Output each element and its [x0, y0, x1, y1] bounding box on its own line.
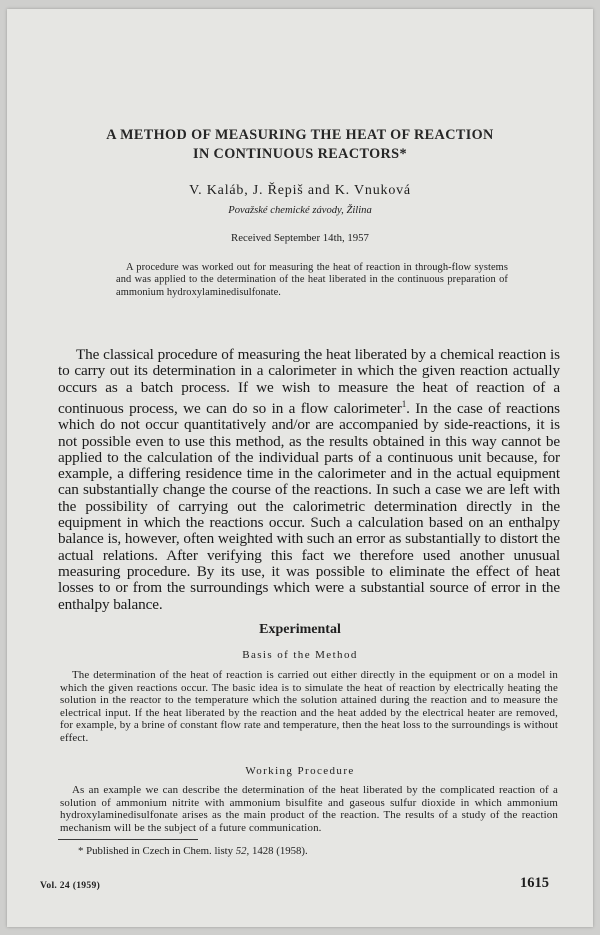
- subheading-basis: Basis of the Method: [242, 649, 358, 661]
- received-date: Received September 14th, 1957: [231, 232, 369, 244]
- abstract: A procedure was worked out for measuring the heat of reaction in through-flow systems and was applied to the determination of the heat liberated in the continuous preparation of ammonium hydroxylaminedisulfonate.: [116, 262, 508, 298]
- footnote-volume: 52,: [235, 845, 250, 857]
- intro-text-end: . In the case of reactions which do not occur quantitatively and/or are accompanied by side-reactions, it is not possible even to use this method, as the results obtained in this way cannot be applied to the calculation of the individual parts of a continuous unit because, for example, a differing residence time in the calorimeter and in the actual equipment can substantially change the course of the reactions. In such a case we are left with the possibility of carrying out the calorimetric determination directly in the equipment in which the reactions occur. Such a calculation based on an enthalpy balance is, however, often weighted with such an error as substantially to distort the actual relations. After verifying this fact we therefore used another unusual measuring procedure. By its use, it was possible to eliminate the effect of heat losses to or from the surroundings which were a substantial source of error in the enthalpy balance.: [58, 399, 560, 613]
- title-line-1: A METHOD OF MEASURING THE HEAT OF REACTION: [106, 127, 494, 143]
- section-heading-experimental: Experimental: [259, 622, 341, 637]
- introduction-paragraph: [58, 347, 560, 613]
- authors: V. Kaláb, J. Řepiš and K. Vnuková: [189, 183, 411, 198]
- affiliation: Považské chemické závody, Žilina: [228, 205, 372, 216]
- footnote-text-end: 1428 (1958).: [249, 845, 308, 857]
- basis-paragraph: The determination of the heat of reaction is carried out either directly in the equipment or on a model in which the given reactions occur. The basic idea is to simulate the heat of reaction by electrically heating the solution in the reactor to the temperature which the solution attained during the reaction and to measure the electrical input. If the heat liberated by the reaction and the heat added by the electrical heater are removed, for example, by a brine of constant flow rate and temperature, then the heat loss to the surroundings is without effect.: [60, 669, 558, 744]
- subheading-working-procedure: Working Procedure: [245, 765, 355, 777]
- footnote: [78, 845, 528, 857]
- article-title: [0, 126, 600, 164]
- working-paragraph: As an example we can describe the determination of the heat liberated by the complicated reaction of a solution of ammonium nitrite with ammonium bisulfite and gaseous sulfur dioxide in which ammonium hydroxylaminedisulfonate arises as the main product of the reaction. The results of a study of the reaction mechanism will be the subject of a future communication.: [60, 784, 558, 834]
- footnote-divider: [58, 839, 198, 840]
- intro-text-start: The classical procedure of measuring the heat liberated by a chemical reaction is to carry out its determination in a calorimeter in which the given reaction actually occurs as a batch process. If we wish to measure the heat of reaction of a continuous process, we can do so in a flow calorimeter: [58, 346, 560, 417]
- title-line-2: IN CONTINUOUS REACTORS*: [193, 146, 407, 162]
- page-number: 1615: [520, 875, 549, 891]
- footnote-text-start: * Published in Czech in Chem. listy: [78, 845, 236, 857]
- journal-volume: Vol. 24 (1959): [40, 880, 101, 891]
- reference-marker: 1: [401, 398, 407, 409]
